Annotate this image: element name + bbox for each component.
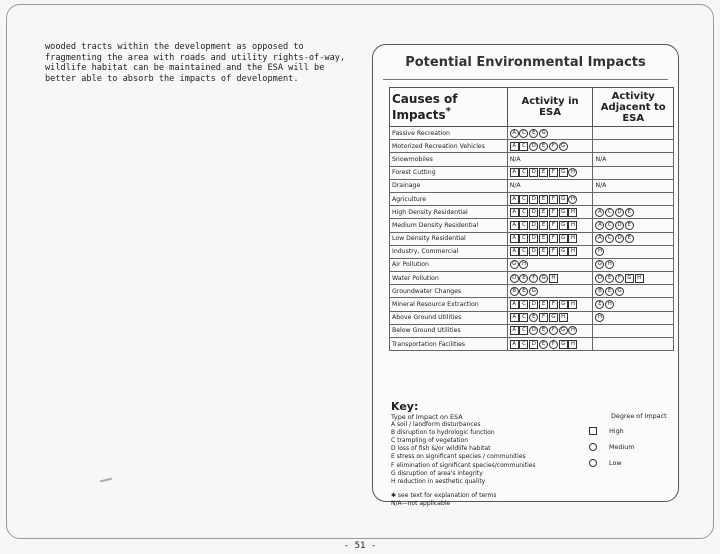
cause-label: Transportation Facilities	[390, 338, 508, 351]
cause-label: Medium Density Residential	[390, 219, 508, 232]
impact-code-square: A	[510, 300, 519, 309]
impact-code-square: E	[539, 168, 548, 177]
adjacent-impacts-cell	[593, 258, 674, 271]
impact-code-circle: G	[529, 287, 538, 296]
impact-code-square: A	[510, 247, 519, 256]
impact-code-square: H	[568, 208, 577, 217]
impact-code-circle: E	[625, 221, 634, 230]
impact-code-square: D	[529, 340, 538, 349]
impact-code-square: G	[549, 313, 558, 322]
impact-code-circle: F	[549, 340, 558, 349]
impact-code-square: C	[519, 142, 528, 151]
cause-label: Agriculture	[390, 192, 508, 205]
adjacent-impacts-cell: N/A	[593, 179, 674, 192]
table-row	[390, 258, 674, 271]
impact-code-square: H	[568, 247, 577, 256]
impact-type-item: H reduction in aesthetic quality	[391, 477, 486, 485]
impact-code-circle: G	[615, 287, 624, 296]
impact-code-square: C	[519, 168, 528, 177]
impact-code-square: F	[539, 313, 548, 322]
impact-code-square: C	[519, 326, 528, 335]
impact-code-circle: E	[539, 326, 548, 335]
esa-impacts-cell	[507, 324, 593, 337]
table-row	[390, 324, 674, 337]
table-row	[390, 232, 674, 245]
impact-code-square: C	[519, 221, 528, 230]
table-row	[390, 219, 674, 232]
impact-code-square: G	[559, 300, 568, 309]
degree-low: Low	[589, 459, 622, 467]
impact-code-square: G	[559, 247, 568, 256]
impact-code-circle: C	[605, 234, 614, 243]
impact-code-square: F	[549, 195, 558, 204]
impact-code-circle: G	[559, 142, 568, 151]
esa-impacts-cell: N/A	[507, 179, 593, 192]
cause-label: Industry, Commercial	[390, 245, 508, 258]
header-causes: Causes of Impacts*	[390, 88, 508, 127]
impact-code-square: F	[549, 168, 558, 177]
adjacent-impacts-cell	[593, 298, 674, 311]
impact-code-circle: A	[595, 221, 604, 230]
esa-impacts-cell	[507, 311, 593, 324]
impact-code-circle: D	[615, 221, 624, 230]
impact-code-circle: E	[625, 234, 634, 243]
impact-code-square: E	[539, 247, 548, 256]
adjacent-impacts-cell	[593, 311, 674, 324]
adjacent-impacts-cell	[593, 127, 674, 140]
impact-code-square: G	[559, 340, 568, 349]
impact-code-circle: G	[539, 129, 548, 138]
note-asterisk: ✱ see text for explanation of terms	[391, 491, 497, 499]
impact-code-square: D	[529, 208, 538, 217]
body-paragraph: wooded tracts within the development as opposed to fragmenting the area with roads and utility rights-of-way, wildlife habitat can be maintained and the ESA will be better able to absorb the impacts of development.	[45, 42, 346, 84]
impact-code-circle: E	[595, 300, 604, 309]
table-row	[390, 311, 674, 324]
impact-code-square: H	[549, 274, 558, 283]
impact-code-circle: D	[529, 142, 538, 151]
impact-code-circle: C	[605, 221, 614, 230]
impact-code-square: H	[568, 234, 577, 243]
circle-icon	[589, 443, 597, 451]
cause-label: Low Density Residential	[390, 232, 508, 245]
impact-code-square: A	[510, 208, 519, 217]
impact-code-circle: E	[519, 287, 528, 296]
esa-impacts-cell	[507, 298, 593, 311]
impact-code-circle: H	[568, 195, 577, 204]
impact-code-square: F	[549, 208, 558, 217]
impact-code-square: A	[510, 142, 519, 151]
impact-code-circle: E	[519, 274, 528, 283]
esa-impacts-cell	[507, 206, 593, 219]
impact-code-circle: C	[519, 129, 528, 138]
esa-impacts-cell	[507, 232, 593, 245]
impact-code-square: E	[539, 300, 548, 309]
note-na: N/A—not applicable	[391, 499, 451, 507]
impact-code-circle: E	[539, 340, 548, 349]
impact-code-square: D	[529, 221, 538, 230]
impact-code-square: G	[559, 168, 568, 177]
degree-medium: Medium	[589, 443, 635, 451]
impact-code-square: H	[559, 313, 568, 322]
impact-code-square: D	[529, 195, 538, 204]
esa-impacts-cell	[507, 140, 593, 153]
cause-label: Passive Recreation	[390, 127, 508, 140]
impact-code-square: A	[510, 221, 519, 230]
impact-code-square: A	[510, 168, 519, 177]
impact-code-circle: F	[615, 274, 624, 283]
adjacent-impacts-cell	[593, 285, 674, 298]
impact-code-square: F	[549, 221, 558, 230]
impact-type-item: D loss of fish &/or wildlife habitat	[391, 445, 491, 453]
impact-type-item: A soil / landform disturbances	[391, 421, 481, 429]
cause-label: Water Pollution	[390, 272, 508, 285]
impact-code-circle: H	[519, 260, 528, 269]
page-number: - 51 -	[343, 541, 377, 551]
impact-code-square: D	[529, 168, 538, 177]
adjacent-impacts-cell	[593, 245, 674, 258]
impact-code-circle: E	[625, 208, 634, 217]
title-divider	[383, 79, 668, 80]
impacts-card	[372, 44, 679, 507]
esa-impacts-cell: N/A	[507, 153, 593, 166]
impact-code-square: A	[510, 326, 519, 335]
impact-code-circle: D	[529, 326, 538, 335]
key-title: Key:	[391, 400, 419, 413]
cause-label: Below Ground Utilities	[390, 324, 508, 337]
impacts-table	[389, 87, 674, 351]
impact-code-square: E	[539, 234, 548, 243]
impact-code-square: E	[539, 221, 548, 230]
impact-code-square: D	[529, 247, 538, 256]
table-row	[390, 127, 674, 140]
impact-code-square: A	[510, 340, 519, 349]
impact-type-item: C trampling of vegetation	[391, 437, 469, 445]
square-icon	[589, 427, 597, 435]
impact-code-square: E	[539, 195, 548, 204]
esa-impacts-cell	[507, 338, 593, 351]
impact-code-circle: E	[529, 313, 538, 322]
header-activity-in-esa: Activity in ESA	[507, 88, 593, 127]
impact-code-square: C	[519, 208, 528, 217]
impact-code-circle: B	[510, 287, 519, 296]
impact-code-circle: B	[595, 287, 604, 296]
table-row	[390, 285, 674, 298]
impact-code-circle: H	[568, 326, 577, 335]
adjacent-impacts-cell	[593, 206, 674, 219]
impact-code-square: C	[519, 340, 528, 349]
impact-type-item: B disruption to hydrologic function	[391, 429, 495, 437]
impact-code-square: C	[519, 313, 528, 322]
impact-code-square: F	[549, 247, 558, 256]
impact-code-square: G	[559, 208, 568, 217]
esa-impacts-cell	[507, 258, 593, 271]
impact-code-square: A	[510, 234, 519, 243]
cause-label: Snowmobiles	[390, 153, 508, 166]
impact-code-square: G	[559, 234, 568, 243]
table-row	[390, 166, 674, 179]
esa-impacts-cell	[507, 285, 593, 298]
impact-code-circle: E	[529, 129, 538, 138]
impact-code-square: A	[510, 313, 519, 322]
impact-code-circle: D	[595, 274, 604, 283]
impact-code-circle: E	[605, 287, 614, 296]
impact-code-square: H	[568, 221, 577, 230]
cause-label: Mineral Resource Extraction	[390, 298, 508, 311]
impact-code-square: C	[519, 300, 528, 309]
impact-code-circle: E	[539, 142, 548, 151]
impact-code-circle: A	[510, 129, 519, 138]
table-row	[390, 153, 674, 166]
impact-code-circle: G	[510, 260, 519, 269]
degree-heading: Degree of Impact	[611, 412, 667, 420]
impact-code-circle: F	[529, 274, 538, 283]
impact-code-circle: H	[605, 300, 614, 309]
card-title: Potential Environmental Impacts	[405, 55, 646, 70]
header-activity-adjacent: Activity Adjacent to ESA	[593, 88, 674, 127]
esa-impacts-cell	[507, 192, 593, 205]
impact-code-square: H	[568, 340, 577, 349]
impact-code-circle: D	[615, 208, 624, 217]
impact-code-circle: E	[605, 274, 614, 283]
adjacent-impacts-cell	[593, 166, 674, 179]
table-row	[390, 206, 674, 219]
impact-code-circle: F	[549, 326, 558, 335]
impact-code-square: F	[549, 234, 558, 243]
table-row	[390, 179, 674, 192]
adjacent-impacts-cell	[593, 219, 674, 232]
impact-code-square: C	[519, 234, 528, 243]
impact-code-circle: G	[539, 274, 548, 283]
adjacent-impacts-cell	[593, 232, 674, 245]
table-row	[390, 245, 674, 258]
impact-code-square: G	[559, 221, 568, 230]
impact-code-circle: A	[595, 234, 604, 243]
impact-code-square: E	[539, 208, 548, 217]
impact-code-square: F	[549, 300, 558, 309]
cause-label: High Density Residential	[390, 206, 508, 219]
cause-label: Air Pollution	[390, 258, 508, 271]
degree-high: High	[589, 427, 624, 435]
impact-type-item: G disruption of area's integrity	[391, 469, 483, 477]
table-row	[390, 272, 674, 285]
impact-code-square: C	[519, 247, 528, 256]
impact-code-square: D	[529, 234, 538, 243]
adjacent-impacts-cell	[593, 324, 674, 337]
impact-code-square: C	[519, 195, 528, 204]
impact-code-square: H	[635, 274, 644, 283]
impact-code-square: G	[559, 195, 568, 204]
adjacent-impacts-cell: N/A	[593, 153, 674, 166]
impact-code-circle: G	[559, 326, 568, 335]
adjacent-impacts-cell	[593, 272, 674, 285]
impact-code-square: H	[568, 300, 577, 309]
table-row	[390, 298, 674, 311]
cause-label: Above Ground Utilities	[390, 311, 508, 324]
impact-type-item: F elimination of significant species/communities	[391, 461, 536, 469]
table-row	[390, 140, 674, 153]
esa-impacts-cell	[507, 166, 593, 179]
impact-code-square: A	[510, 195, 519, 204]
cause-label: Motorized Recreation Vehicles	[390, 140, 508, 153]
impact-code-circle: H	[605, 260, 614, 269]
impact-code-circle: H	[595, 247, 604, 256]
cause-label: Forest Cutting	[390, 166, 508, 179]
cause-label: Drainage	[390, 179, 508, 192]
esa-impacts-cell	[507, 127, 593, 140]
adjacent-impacts-cell	[593, 192, 674, 205]
impact-code-circle: H	[568, 168, 577, 177]
impact-code-circle: F	[549, 142, 558, 151]
adjacent-impacts-cell	[593, 338, 674, 351]
esa-impacts-cell	[507, 245, 593, 258]
legend-key	[391, 400, 671, 508]
adjacent-impacts-cell	[593, 140, 674, 153]
impact-code-circle: H	[595, 313, 604, 322]
impact-type-item: E stress on significant species / communities	[391, 453, 526, 461]
type-heading: Type of Impact on ESA	[391, 413, 463, 421]
impact-code-circle: D	[615, 234, 624, 243]
impact-code-circle: D	[510, 274, 519, 283]
esa-impacts-cell	[507, 219, 593, 232]
cause-label: Groundwater Changes	[390, 285, 508, 298]
impact-code-square: G	[625, 274, 634, 283]
esa-impacts-cell	[507, 272, 593, 285]
circle-icon	[589, 459, 597, 467]
impact-code-square: D	[529, 300, 538, 309]
impact-code-circle: A	[595, 208, 604, 217]
impact-code-circle: G	[595, 260, 604, 269]
impact-code-circle: C	[605, 208, 614, 217]
table-row	[390, 338, 674, 351]
table-row	[390, 192, 674, 205]
